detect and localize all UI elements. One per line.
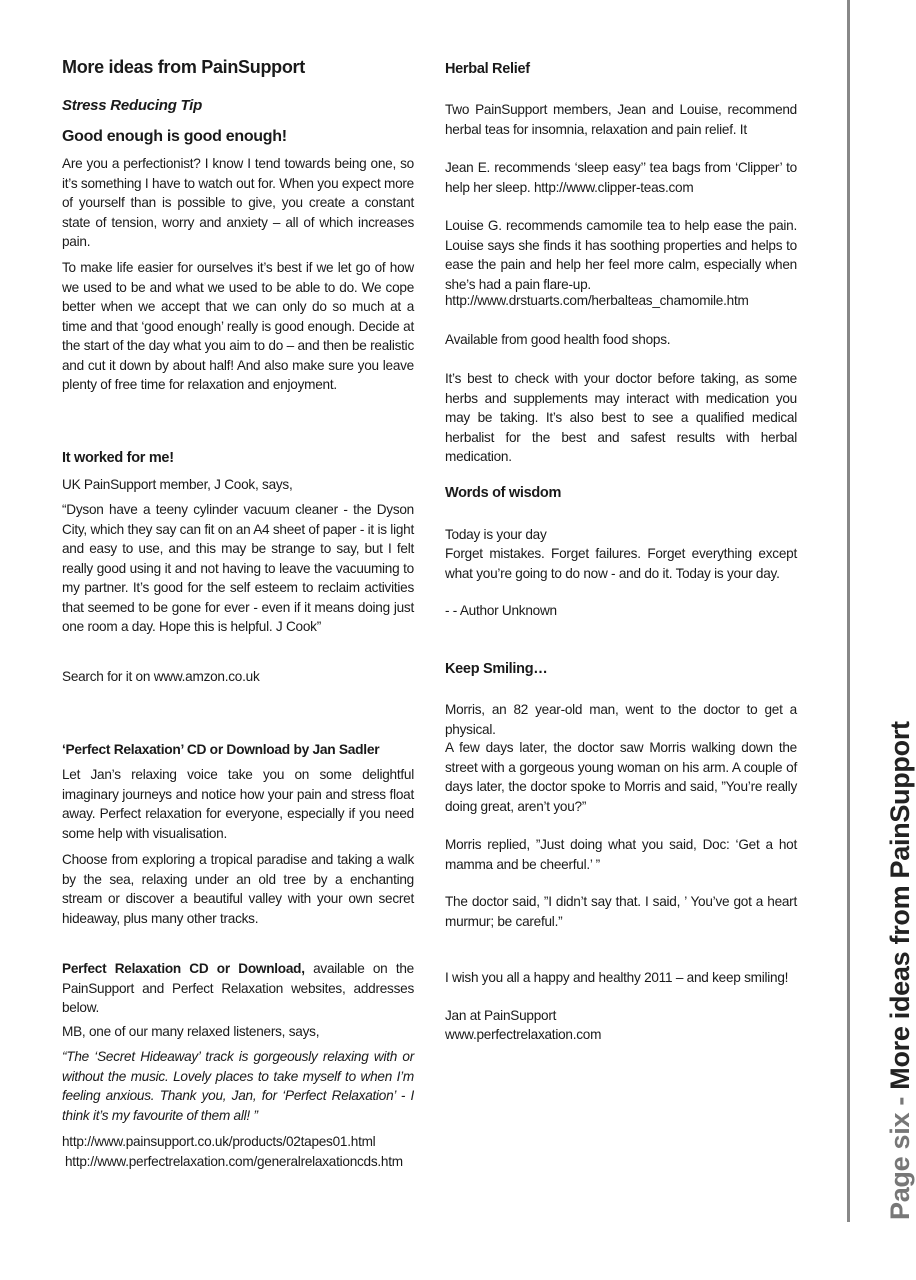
wisdom-author: - - Author Unknown <box>445 603 557 618</box>
smile-paragraph-3: Morris replied, ”Just doing what you said, Doc: ‘Get a hot mamma and be cheerful.’ ” <box>445 837 797 872</box>
smile-paragraph-1: Morris, an 82 year-old man, went to the doctor to get a physical. <box>445 702 797 737</box>
page-title: More ideas from PainSupport <box>62 57 305 77</box>
side-section-title: More ideas from PainSupport <box>885 721 915 1090</box>
herbal-paragraph-5: It’s best to check with your doctor before taking, as some herbs and supplements may interact with medication you may be taking. It’s also best to see a qualified medical herbalist for the best and safest results with herbal medication. <box>445 371 797 464</box>
herbal-paragraph-3: Louise G. recommends camomile tea to help ease the pain. Louise says she finds it has soothing properties and helps to ease the pain and help her feel more calm, especially when she’s had a pain flare-up. <box>445 218 797 292</box>
worked-quote: “Dyson have a teeny cylinder vacuum cleaner - the Dyson City, which they say can fit on an A4 sheet of paper - it is light and easy to use, and this may be strange to say, but I felt really good using it and not having to leave the vacuuming to my partner. It’s good for the self esteem to reclaim activities that seemed to be gone for ever - even if it means doing just one room a day. Hope this is helpful. J Cook” <box>62 502 414 634</box>
herbal-link[interactable]: http://www.drstuarts.com/herbalteas_chamomile.htm <box>445 293 749 308</box>
signature-name: Jan at PainSupport <box>445 1008 557 1023</box>
worked-heading: It worked for me! <box>62 450 174 466</box>
smile-paragraph-2: A few days later, the doctor saw Morris walking down the street with a gorgeous young woman on his arm. A couple of days later, the doctor spoke to Morris and said, ”You’re really doing great, aren’t you?” <box>445 740 797 814</box>
signature-link[interactable]: www.perfectrelaxation.com <box>445 1027 602 1042</box>
herbal-paragraph-1: Two PainSupport members, Jean and Louise, recommend herbal teas for insomnia, relaxation and pain relief. It <box>445 102 797 137</box>
side-divider <box>847 0 850 1222</box>
herbal-heading: Herbal Relief <box>445 61 530 77</box>
smile-heading: Keep Smiling… <box>445 661 548 677</box>
worked-intro: UK PainSupport member, J Cook, says, <box>62 477 293 492</box>
tip-heading: Good enough is good enough! <box>62 128 287 145</box>
painsupport-link[interactable]: http://www.painsupport.co.uk/products/02tapes01.html <box>62 1134 376 1149</box>
cd-mb: MB, one of our many relaxed listeners, says, <box>62 1024 320 1039</box>
cd-heading: ‘Perfect Relaxation’ CD or Download by Jan Sadler <box>62 742 380 757</box>
tip-paragraph-1: Are you a perfectionist? I know I tend towards being one, so it’s something I have to watch out for. When you expect more of yourself than is possible to give, you create a constant state of tension, worry and anxiety – all of which increases pain. <box>62 156 414 249</box>
perfectrelaxation-link[interactable]: http://www.perfectrelaxation.com/generalrelaxationcds.htm <box>65 1154 403 1169</box>
tip-label: Stress Reducing Tip <box>62 97 203 114</box>
cd-quote: “The ‘Secret Hideaway’ track is gorgeously relaxing with or without the music. Lovely places to take myself to when I’m feeling anxious. Thank you, Jan, for ‘Perfect Relaxation’ - I think it’s my favourite of them all! ” <box>62 1049 414 1123</box>
tip-paragraph-2: To make life easier for ourselves it’s best if we let go of how we used to be and what we used to be able to do. We cope better when we accept that we can only do so much at a time and that ‘good enough’ really is good enough. Decide at the start of the day what you aim to do – and then be realistic and cut it down by about half! And also make sure you leave plenty of free time for relaxation and enjoyment. <box>62 260 414 392</box>
cd-paragraph-2: Choose from exploring a tropical paradise and taking a walk by the sea, relaxing under an old tree by a enchanting stream or discover a beautiful valley with your own secret hideaway, plus many other tracks. <box>62 852 414 926</box>
herbal-paragraph-2: Jean E. recommends ‘sleep easy’’ tea bags from ‘Clipper’ to help her sleep. http://www.clipper-teas.com <box>445 160 797 195</box>
cd-paragraph-1: Let Jan’s relaxing voice take you on some delightful imaginary journeys and notice how your pain and stress float away. Perfect relaxation for everyone, especially if you need some help with visualisation. <box>62 767 414 841</box>
wisdom-line-2: Forget mistakes. Forget failures. Forget everything except what you’re going to do now - and do it. Today is your day. <box>445 546 797 581</box>
wisdom-heading: Words of wisdom <box>445 485 562 501</box>
cd-availability <box>62 959 414 1018</box>
cd-availability-rest: available on the PainSupport and Perfect Relaxation websites, addresses below. <box>62 961 414 1015</box>
worked-search: Search for it on www.amzon.co.uk <box>62 669 260 684</box>
side-page-label: Page six - <box>885 1089 915 1220</box>
cd-availability-bold: Perfect Relaxation CD or Download, <box>62 961 305 976</box>
side-running-title <box>885 721 916 1220</box>
smile-paragraph-4: The doctor said, ”I didn’t say that. I said, ’ You’ve got a heart murmur; be careful.” <box>445 894 797 929</box>
wisdom-line-1: Today is your day <box>445 527 547 542</box>
herbal-paragraph-4: Available from good health food shops. <box>445 332 671 347</box>
closing-wish: I wish you all a happy and healthy 2011 – and keep smiling! <box>445 970 789 985</box>
